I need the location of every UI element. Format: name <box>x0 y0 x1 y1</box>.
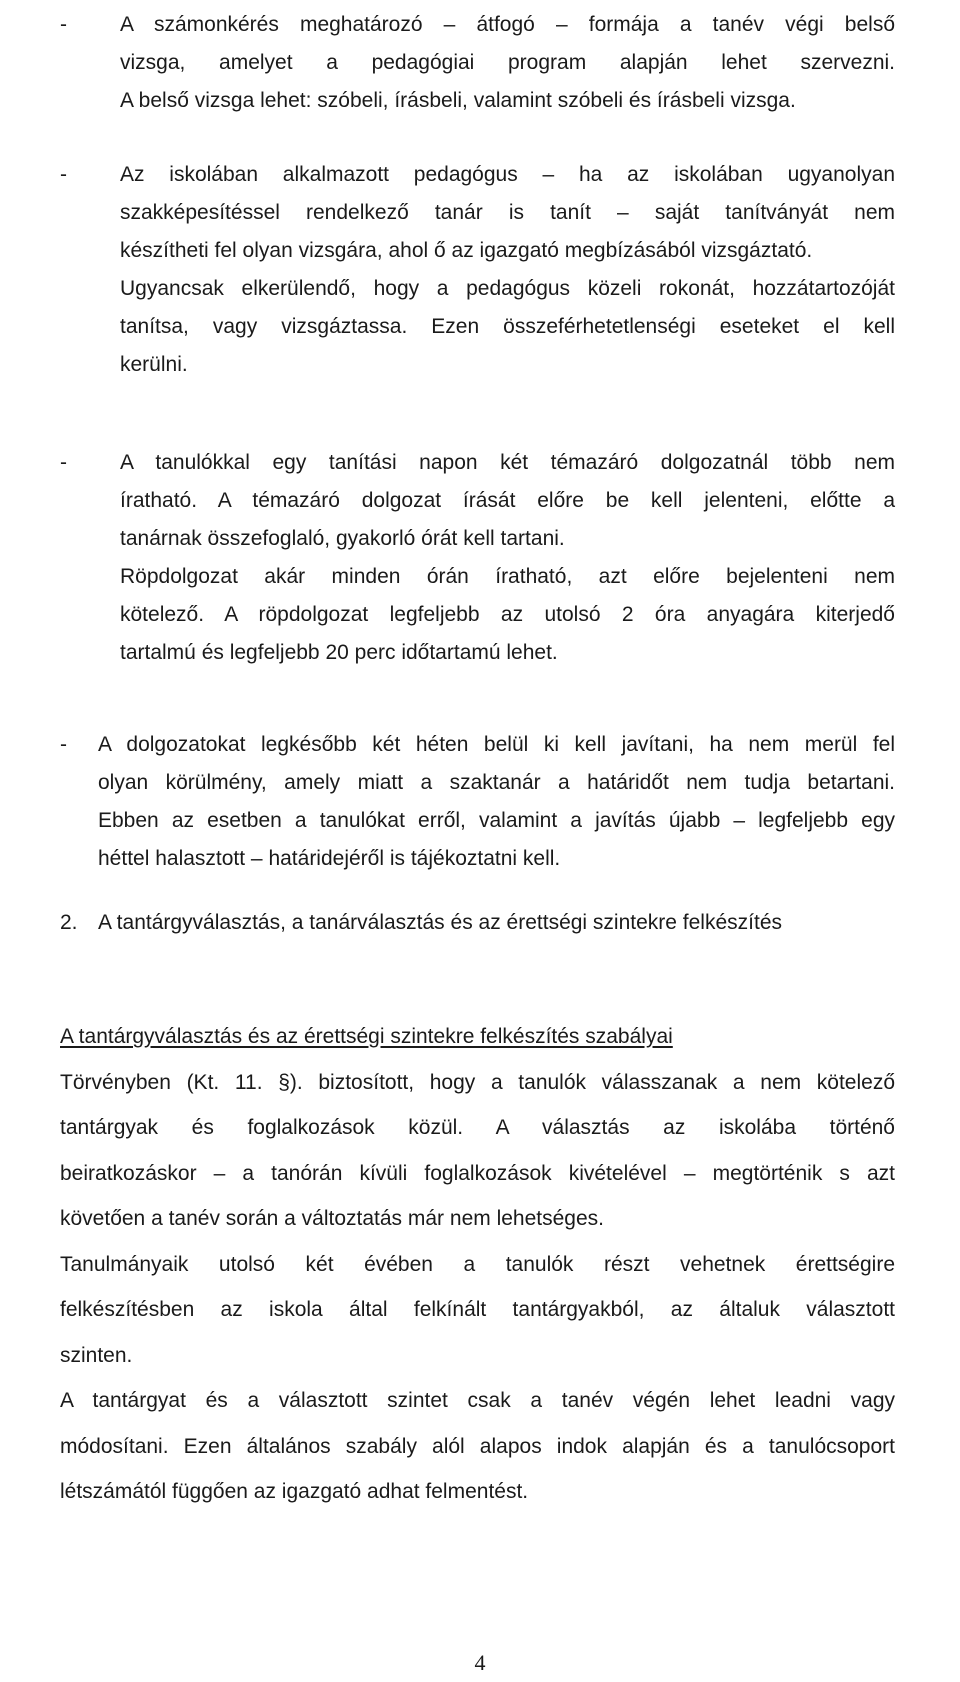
list-item-line <box>120 52 895 73</box>
list-item-line-text: Ebben az esetben a tanulókat erről, valamint a javítás újabb – legfeljebb egy <box>98 809 895 832</box>
section-number: 2. <box>60 911 78 934</box>
section-subtitle: A tantárgyválasztás és az érettségi szintekre felkészítés szabályai <box>60 1025 673 1048</box>
paragraph-line-text: Törvényben (Kt. 11. §). biztosított, hogy a tanulók válasszanak a nem kötelező <box>60 1071 895 1094</box>
list-item-line <box>120 164 895 185</box>
list-item-line-text: A számonkérés meghatározó – átfogó – formája a tanév végi belső <box>120 13 895 36</box>
list-item-line <box>120 566 895 587</box>
paragraph-line: követően a tanév során a változtatás már nem lehetséges. <box>60 1207 604 1230</box>
list-bullet: - <box>60 451 67 474</box>
list-item-line <box>120 14 895 35</box>
list-item-line: tanárnak összefoglaló, gyakorló órát kell tartani. <box>120 527 565 550</box>
paragraph-line-text: felkészítésben az iskola által felkínált tantárgyakból, az általuk választott <box>60 1298 895 1321</box>
list-item-line-text: íratható. A témazáró dolgozat írását előre be kell jelenteni, előtte a <box>120 489 895 512</box>
list-item-line-text: Röpdolgozat akár minden órán íratható, azt előre bejelenteni nem <box>120 565 895 588</box>
list-bullet: - <box>60 733 67 756</box>
list-item-line-text: olyan körülmény, amely miatt a szaktanár a határidőt nem tudja betartani. <box>98 771 895 794</box>
list-item-line <box>120 604 895 625</box>
paragraph-line-text: módosítani. Ezen általános szabály alól alapos indok alapján és a tanulócsoport <box>60 1435 895 1458</box>
page-number: 4 <box>474 1650 486 1675</box>
paragraph-line <box>60 1163 895 1184</box>
list-item-line <box>120 278 895 299</box>
paragraph-line-text: beiratkozáskor – a tanórán kívüli foglalkozások kivételével – megtörténik s azt <box>60 1162 895 1185</box>
paragraph-line: szinten. <box>60 1344 133 1367</box>
list-item-line-text: A dolgozatokat legkésőbb két héten belül ki kell javítani, ha nem merül fel <box>98 733 895 756</box>
list-bullet: - <box>60 13 67 36</box>
list-item-line <box>120 316 895 337</box>
paragraph-line <box>60 1390 895 1411</box>
list-item-line-text: tanítsa, vagy vizsgáztassa. Ezen összeférhetetlenségi eseteket el kell <box>120 315 895 338</box>
list-item-line: A belső vizsga lehet: szóbeli, írásbeli, valamint szóbeli és írásbeli vizsga. <box>120 89 796 112</box>
list-item-line <box>98 734 895 755</box>
list-item-line-text: vizsga, amelyet a pedagógiai program alapján lehet szervezni. <box>120 51 895 74</box>
paragraph-line <box>60 1299 895 1320</box>
list-item-line: tartalmú és legfeljebb 20 perc időtartamú lehet. <box>120 641 558 664</box>
list-item-line-text: Az iskolában alkalmazott pedagógus – ha az iskolában ugyanolyan <box>120 163 895 186</box>
list-item-line <box>120 452 895 473</box>
paragraph-line-text: A tantárgyat és a választott szintet csak a tanév végén lehet leadni vagy <box>60 1389 895 1412</box>
paragraph-line-text: tantárgyak és foglalkozások közül. A választás az iskolába történő <box>60 1116 895 1139</box>
list-item-line-text: kötelező. A röpdolgozat legfeljebb az utolsó 2 óra anyagára kiterjedő <box>120 603 895 626</box>
list-item-line <box>120 490 895 511</box>
section-title: A tantárgyválasztás, a tanárválasztás és az érettségi szintekre felkészítés <box>98 911 782 934</box>
list-item-line <box>120 202 895 223</box>
list-item-line: készítheti fel olyan vizsgára, ahol ő az igazgató megbízásából vizsgáztató. <box>120 239 813 262</box>
list-item-line: héttel halasztott – határidejéről is tájékoztatni kell. <box>98 847 561 870</box>
paragraph-line-text: Tanulmányaik utolsó két évében a tanulók részt vehetnek érettségire <box>60 1253 895 1276</box>
paragraph-line <box>60 1072 895 1093</box>
list-item-line <box>98 772 895 793</box>
paragraph-line <box>60 1254 895 1275</box>
list-item-line-text: A tanulókkal egy tanítási napon két témazáró dolgozatnál több nem <box>120 451 895 474</box>
list-item-line <box>98 810 895 831</box>
list-item-line-text: Ugyancsak elkerülendő, hogy a pedagógus közeli rokonát, hozzátartozóját <box>120 277 895 300</box>
list-item-line-text: szakképesítéssel rendelkező tanár is tanít – saját tanítványát nem <box>120 201 895 224</box>
paragraph-line <box>60 1117 895 1138</box>
list-bullet: - <box>60 163 67 186</box>
paragraph-line <box>60 1436 895 1457</box>
list-item-line: kerülni. <box>120 353 188 376</box>
paragraph-line: létszámától függően az igazgató adhat felmentést. <box>60 1480 529 1503</box>
